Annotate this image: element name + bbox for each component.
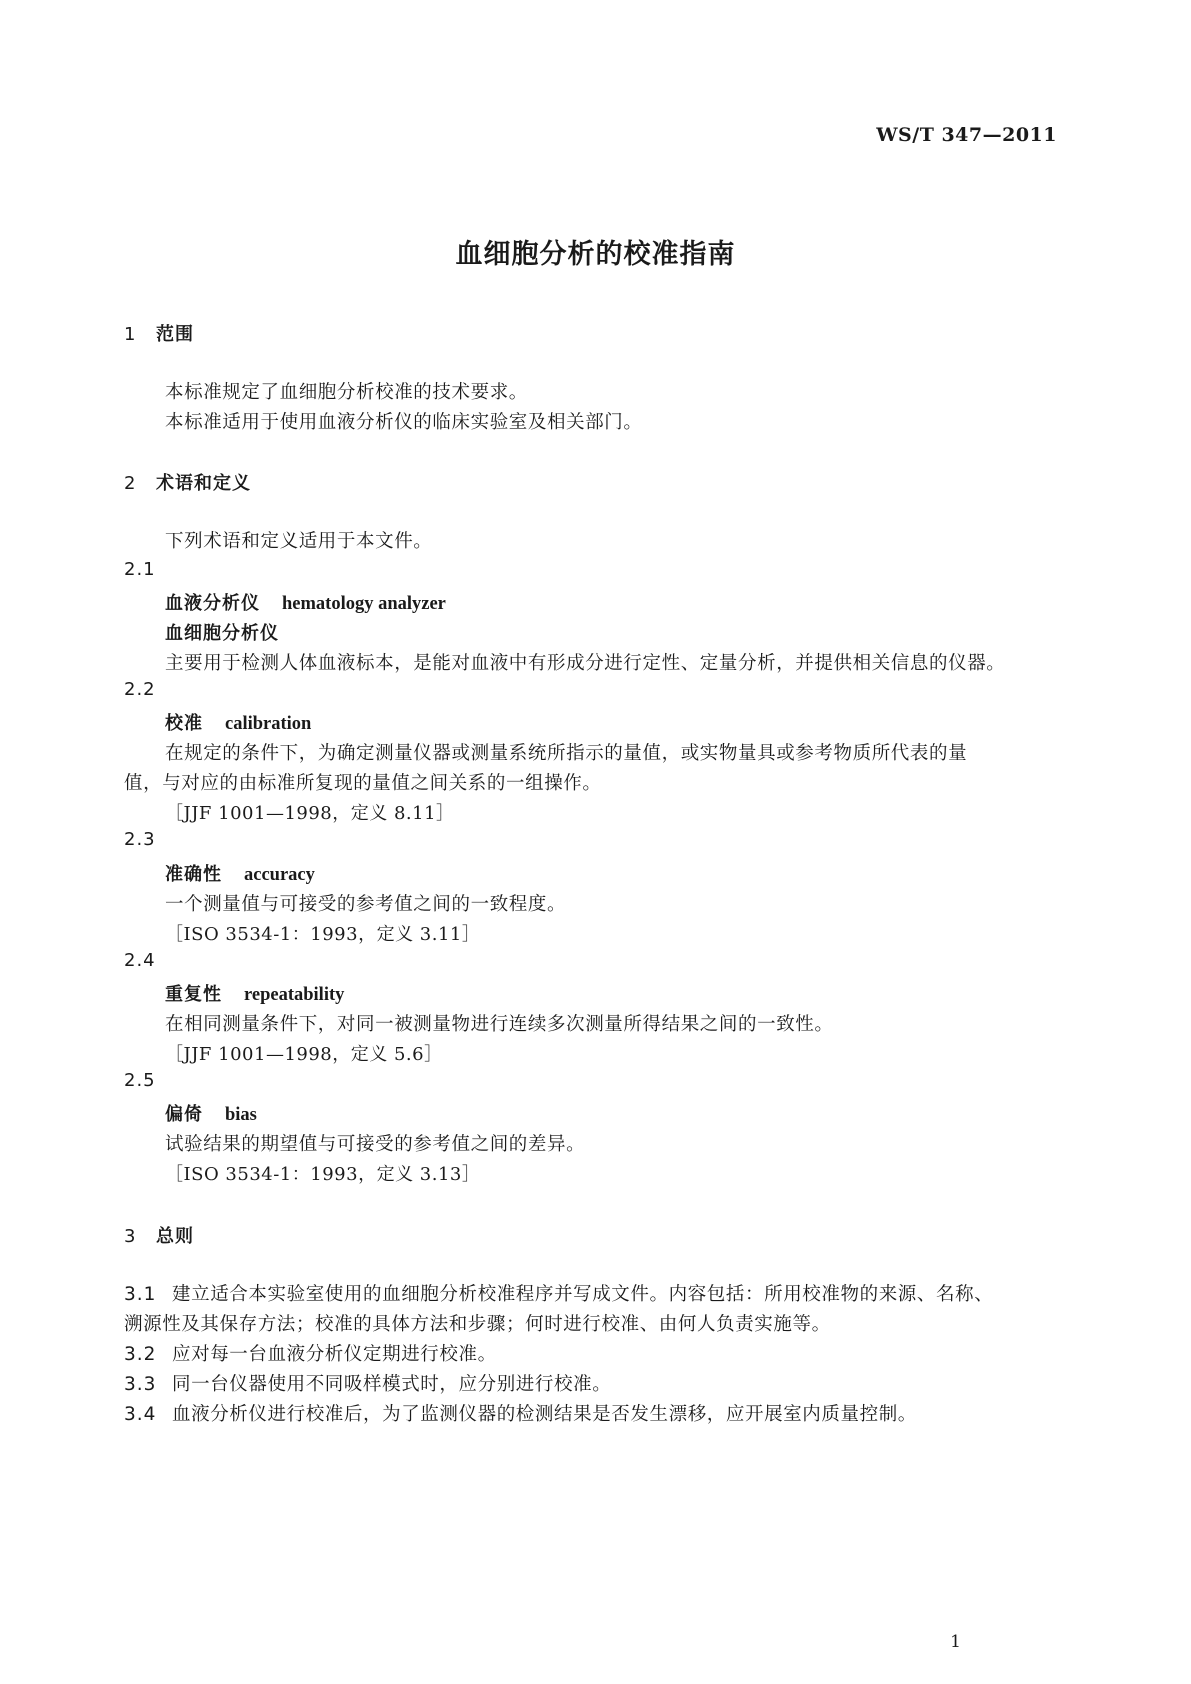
section-number: 3 [124,1226,136,1247]
term-en: repeatability [244,985,345,1005]
term-entry [165,589,446,615]
clause-number: 2.4 [124,950,156,971]
term-definition: 试验结果的期望值与可接受的参考值之间的差异。 [165,1134,586,1155]
clause-item [124,1370,611,1396]
term-entry [165,860,315,886]
term-zh: 血液分析仪 [165,593,260,614]
section-1-heading [124,320,194,346]
term-entry [165,709,311,735]
term-definition-line: 值，与对应的由标准所复现的量值之间关系的一组操作。 [124,773,602,794]
clause-number: 2.3 [124,829,156,850]
section-number: 1 [124,324,136,345]
clause-item-continuation: 溯源性及其保存方法；校准的具体方法和步骤；何时进行校准、由何人负责实施等。 [124,1314,831,1335]
term-reference: ［JJF 1001—1998，定义 8.11］ [165,803,455,824]
term-zh: 重复性 [165,984,222,1005]
term-zh: 准确性 [165,864,222,885]
term-reference: ［JJF 1001—1998，定义 5.6］ [165,1044,443,1065]
item-text: 建立适合本实验室使用的血细胞分析校准程序并写成文件。内容包括：所用校准物的来源、名称、 [172,1284,994,1305]
paragraph: 本标准规定了血细胞分析校准的技术要求。 [165,382,528,403]
term-definition: 主要用于检测人体血液标本，是能对血液中有形成分进行定性、定量分析，并提供相关信息的仪器。 [165,653,1006,674]
term-en: accuracy [244,865,315,885]
item-text: 血液分析仪进行校准后，为了监测仪器的检测结果是否发生漂移，应开展室内质量控制。 [172,1404,917,1425]
clause-item [124,1340,497,1366]
item-text: 应对每一台血液分析仪定期进行校准。 [172,1344,497,1365]
term-en: hematology analyzer [282,594,446,614]
item-number: 3.3 [124,1374,157,1395]
clause-item [124,1400,917,1426]
term-en: calibration [225,714,312,734]
section-title: 范围 [156,324,194,345]
section-title: 术语和定义 [156,473,251,494]
standard-number: WS/T 347—2011 [876,124,1057,146]
item-number: 3.1 [124,1284,157,1305]
document-title: 血细胞分析的校准指南 [455,239,736,270]
clause-number: 2.1 [124,559,156,580]
section-3-heading [124,1222,194,1248]
term-entry [165,980,344,1006]
term-synonym: 血细胞分析仪 [165,623,279,644]
item-number: 3.2 [124,1344,157,1365]
section-2-heading [124,469,251,495]
term-zh: 校准 [165,713,203,734]
item-text: 同一台仪器使用不同吸样模式时，应分别进行校准。 [172,1374,612,1395]
clause-item [124,1280,993,1306]
page-number: 1 [950,1632,961,1652]
term-definition: 在相同测量条件下，对同一被测量物进行连续多次测量所得结果之间的一致性。 [165,1014,834,1035]
item-number: 3.4 [124,1404,157,1425]
term-definition-line: 在规定的条件下，为确定测量仪器或测量系统所指示的量值，或实物量具或参考物质所代表的量 [165,743,968,764]
term-reference: ［ISO 3534-1：1993，定义 3.11］ [165,924,481,945]
paragraph: 下列术语和定义适用于本文件。 [165,531,433,552]
term-en: bias [225,1105,257,1125]
term-entry [165,1100,257,1126]
clause-number: 2.5 [124,1070,156,1091]
term-definition: 一个测量值与可接受的参考值之间的一致程度。 [165,894,567,915]
term-reference: ［ISO 3534-1：1993，定义 3.13］ [165,1164,481,1185]
section-title: 总则 [156,1226,194,1247]
section-number: 2 [124,473,136,494]
term-zh: 偏倚 [165,1104,203,1125]
paragraph: 本标准适用于使用血液分析仪的临床实验室及相关部门。 [165,412,643,433]
clause-number: 2.2 [124,679,156,700]
